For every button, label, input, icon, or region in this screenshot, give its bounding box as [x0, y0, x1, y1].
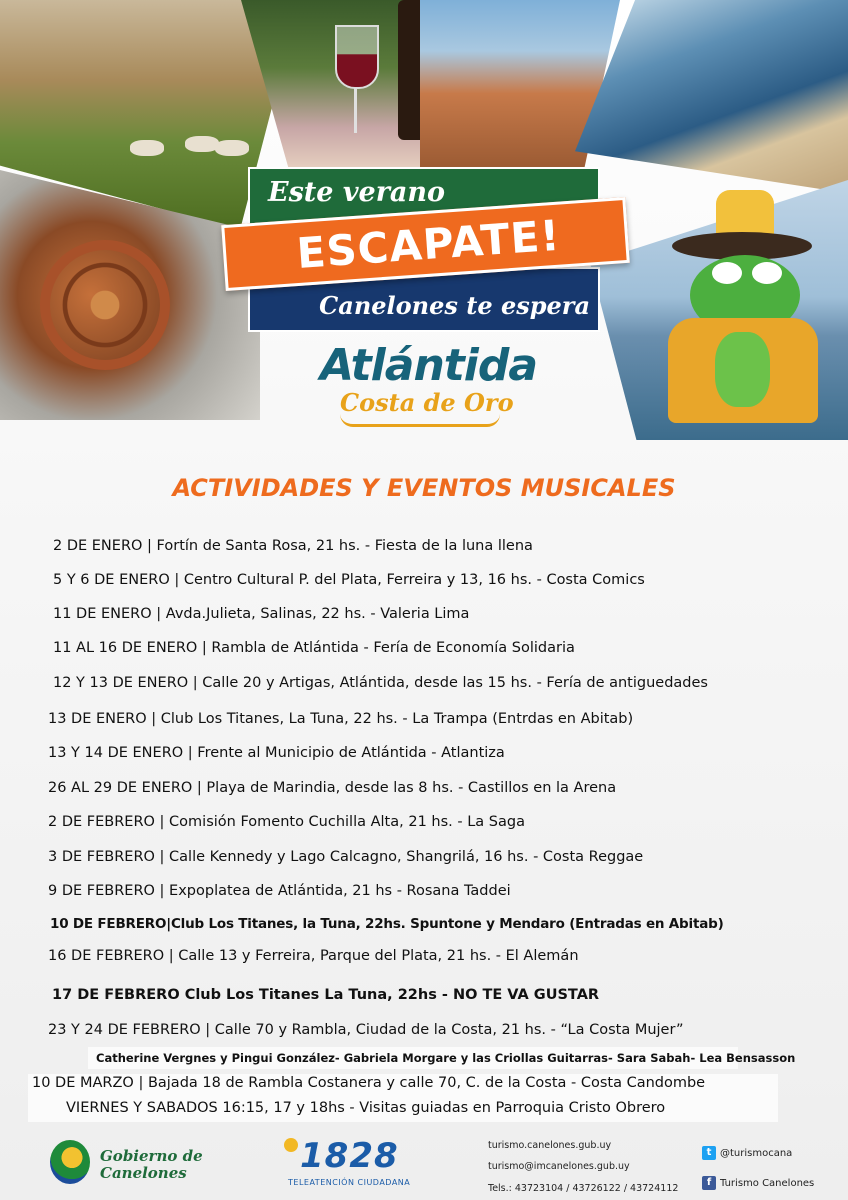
- event-item: 5 Y 6 DE ENERO | Centro Cultural P. del Plata, Ferreira y 13, 16 hs. - Costa Comics: [53, 572, 645, 588]
- website-link[interactable]: turismo.canelones.gub.uy: [488, 1140, 612, 1151]
- event-item: 16 DE FEBRERO | Calle 13 y Ferreira, Parque del Plata, 21 hs. - El Alemán: [48, 948, 579, 964]
- photo-collage: [0, 0, 848, 470]
- event-item: 10 DE MARZO | Bajada 18 de Rambla Costanera y calle 70, C. de la Costa - Costa Candombe: [32, 1075, 706, 1091]
- horse-shape: [130, 140, 164, 156]
- facebook-icon: f: [702, 1176, 716, 1190]
- photo-coastline: [575, 0, 848, 210]
- twitter-handle-row[interactable]: [702, 1146, 792, 1160]
- event-item: 13 Y 14 DE ENERO | Frente al Municipio de Atlántida - Atlantiza: [48, 745, 505, 761]
- event-item: 23 Y 24 DE FEBRERO | Calle 70 y Rambla, Ciudad de la Costa, 21 hs. - “La Costa Mujer”: [48, 1022, 684, 1038]
- gobierno-canelones-logo-icon: [50, 1140, 90, 1184]
- facebook-page: Turismo Canelones: [720, 1178, 815, 1189]
- twitter-handle: @turismocana: [720, 1148, 793, 1159]
- hotline-number: 1828: [300, 1136, 399, 1176]
- event-item: 17 DE FEBRERO Club Los Titanes La Tuna, 22hs - NO TE VA GUSTAR: [52, 987, 600, 1003]
- mascot-belly: [715, 332, 770, 407]
- event-item: 10 DE FEBRERO|Club Los Titanes, la Tuna, 22hs. Spuntone y Mendaro (Entradas en Abitab): [50, 916, 724, 932]
- phone-icon: [284, 1138, 298, 1152]
- email-link[interactable]: turismo@imcanelones.gub.uy: [488, 1161, 630, 1172]
- wine-glass-shape: [335, 25, 379, 89]
- hotline-label: TELEATENCIÓN CIUDADANA: [288, 1178, 411, 1187]
- event-performers: Catherine Vergnes y Pingui González- Gabriela Morgare y las Criollas Guitarras- Sara Sabah- Lea Bensasson: [96, 1051, 796, 1065]
- horse-shape: [185, 136, 219, 152]
- wine-glass-stem: [354, 88, 357, 133]
- event-item: 11 DE ENERO | Avda.Julieta, Salinas, 22 hs. - Valeria Lima: [53, 606, 470, 622]
- event-item: 13 DE ENERO | Club Los Titanes, La Tuna, 22 hs. - La Trampa (Entrdas en Abitab): [48, 711, 634, 727]
- escapate-banner: [248, 167, 600, 332]
- event-item: 3 DE FEBRERO | Calle Kennedy y Lago Calcagno, Shangrilá, 16 hs. - Costa Reggae: [48, 849, 644, 865]
- horse-shape: [215, 140, 249, 156]
- gobierno-canelones-name: Gobierno de Canelones: [100, 1147, 203, 1182]
- event-item: 26 AL 29 DE ENERO | Playa de Marindia, desde las 8 hs. - Castillos en la Arena: [48, 780, 617, 796]
- banner-line-1: Este verano: [268, 177, 446, 208]
- mascot-eye: [712, 262, 742, 284]
- banner-line-3: Canelones te espera: [319, 291, 590, 320]
- atlantida-logo: Atlántida: [320, 340, 538, 391]
- event-item: 12 Y 13 DE ENERO | Calle 20 y Artigas, Atlántida, desde las 15 hs. - Fería de antiguedades: [53, 675, 708, 691]
- twitter-icon: t: [702, 1146, 716, 1160]
- event-item: VIERNES Y SABADOS 16:15, 17 y 18hs - Visitas guiadas en Parroquia Cristo Obrero: [66, 1100, 666, 1116]
- event-item: 9 DE FEBRERO | Expoplatea de Atlántida, 21 hs - Rosana Taddei: [48, 883, 511, 899]
- sun-sculpture-shape: [40, 240, 170, 370]
- phone-numbers: Tels.: 43723104 / 43726122 / 43724112: [488, 1183, 679, 1194]
- event-item: 11 AL 16 DE ENERO | Rambla de Atlántida - Fería de Economía Solidaria: [53, 640, 575, 656]
- facebook-page-row[interactable]: [702, 1176, 814, 1190]
- event-item: 2 DE ENERO | Fortín de Santa Rosa, 21 hs. - Fiesta de la luna llena: [53, 538, 533, 554]
- event-item: 2 DE FEBRERO | Comisión Fomento Cuchilla Alta, 21 hs. - La Saga: [48, 814, 525, 830]
- footer: [0, 1130, 848, 1200]
- section-title: ACTIVIDADES Y EVENTOS MUSICALES: [172, 474, 676, 502]
- logo-swoosh: [340, 414, 500, 427]
- atlantida-tagline: Costa de Oro: [340, 388, 514, 417]
- banner-line-2: ESCAPATE!: [295, 210, 562, 278]
- mascot-eye: [752, 262, 782, 284]
